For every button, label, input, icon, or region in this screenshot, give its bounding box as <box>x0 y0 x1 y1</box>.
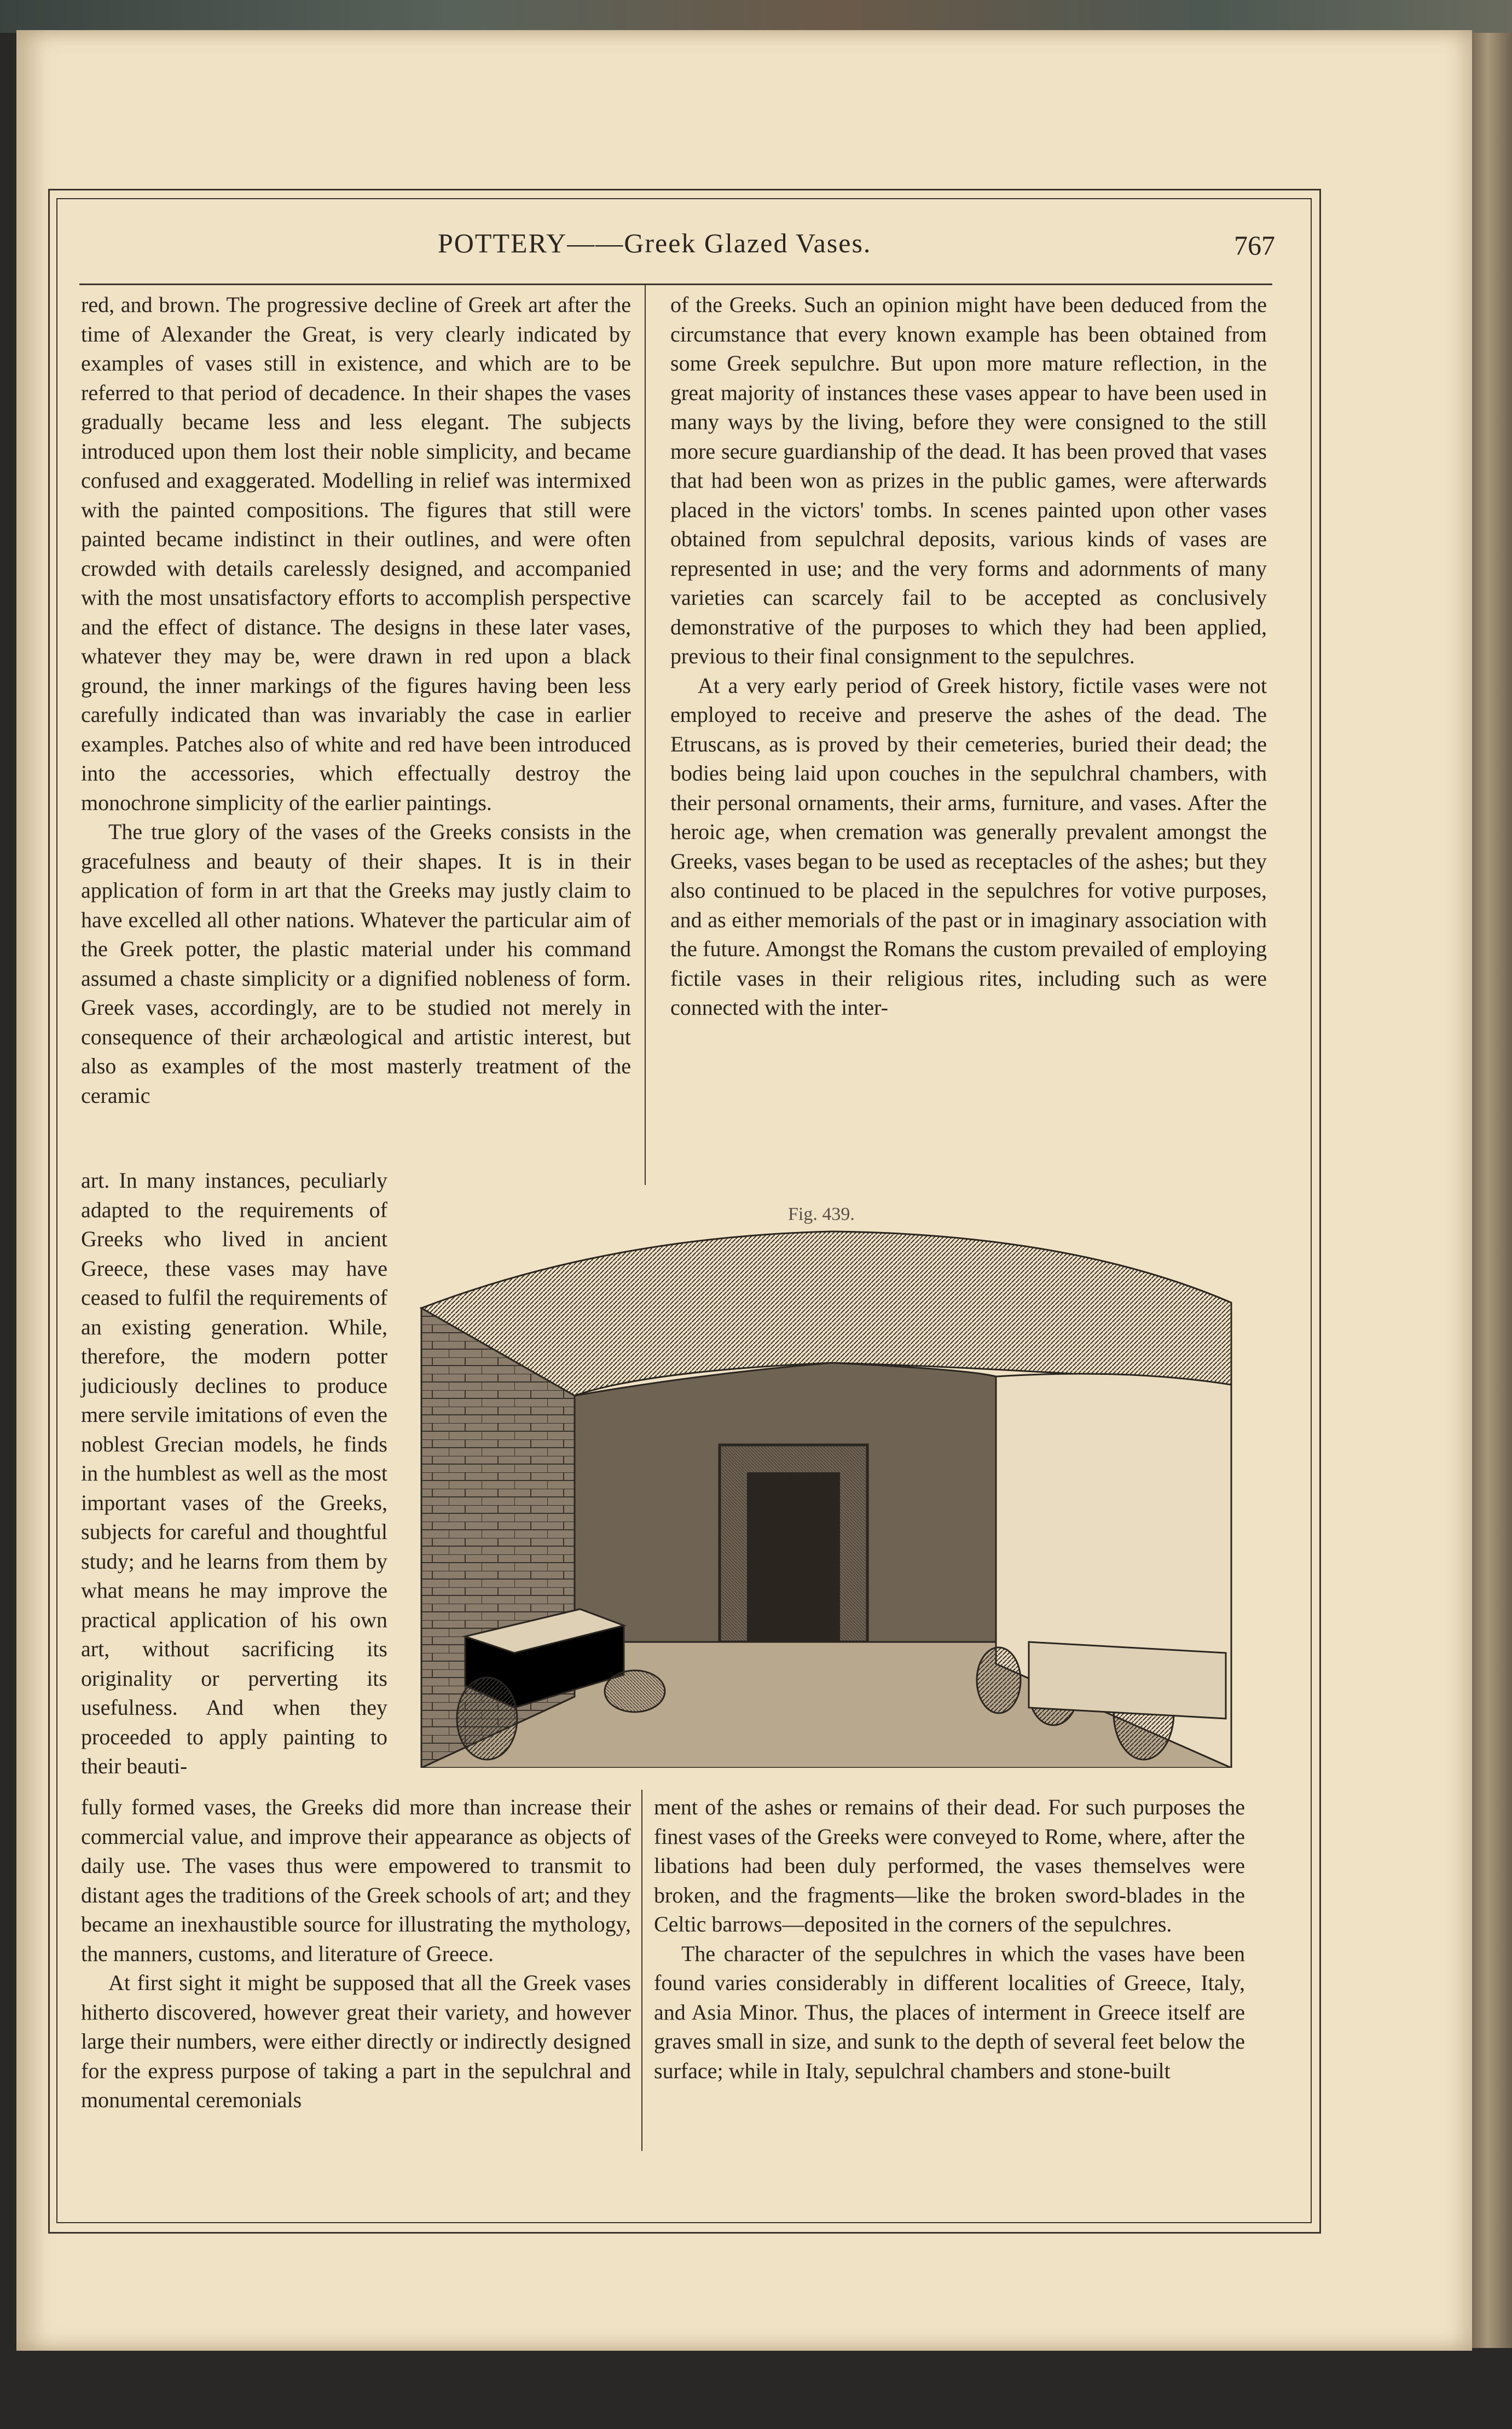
paragraph: ment of the ashes or remains of their dead. For such purposes the finest vases of the Greeks were conveyed to Rome, where, after the libations had been duly performed, the vases themselves were broken, and the fragments—like the broken sword-blades in the Celtic barrows—deposited in the corners of the sepulchres. <box>654 1795 1245 1936</box>
paragraph: of the Greeks. Such an opinion might have been deduced from the circumstance that every known example has been obtained from some Greek sepulchre. But upon more mature reflection, in the great majority of instances these vases appear to have been used in many ways by the living, before they were consigned to the still more secure guardianship of the dead. It has been proved that vases that had been won as prizes in the public games, were afterwards placed in the victors' tombs. In scenes painted upon other vases obtained from sepulchral deposits, various kinds of vases are represented in use; and the very forms and adornments of many varieties can scarcely fail to be accepted as conclusively demonstrative of the purposes to which they had been applied, previous to their final consignment to the sepulchres. <box>670 292 1267 668</box>
left-column-bottom <box>81 1792 631 2154</box>
figure-label: Fig. 439. <box>788 1204 855 1224</box>
paragraph: The true glory of the vases of the Greeks consists in the gracefulness and beauty of their shapes. It is in their application of form in art that the Greeks may justly claim to have excelled all other nations. Whatever the particular aim of the Greek potter, the plastic material under his command assumed a chaste simplicity or a dignified nobleness of form. Greek vases, accordingly, are to be studied not merely in consequence of their archæological and artistic interest, but also as examples of the most masterly treatment of the ceramic <box>81 819 631 1108</box>
left-column-narrow <box>81 1166 387 1795</box>
paragraph: At a very early period of Greek history, fictile vases were not employed to receive and preserve the ashes of the dead. The Etruscans, as is proved by their cemeteries, buried their dead; the bodies being laid upon couches in the sepulchral chambers, with their personal ornaments, their arms, furniture, and vases. After the heroic age, when cremation was generally prevalent amongst the Greeks, vases began to be used as receptacles of the ashes; but they also continued to be placed in the sepulchres for votive purposes, and as either memorials of the past or in imaginary association with the future. Amongst the Romans the custom prevailed of employing fictile vases in their religious rites, including such as were connected with the inter- <box>670 673 1267 1020</box>
vase-left <box>457 1678 517 1760</box>
running-header <box>66 222 1286 265</box>
running-title: POTTERY——Greek Glazed Vases. <box>438 228 872 258</box>
left-column-top <box>81 290 631 1188</box>
column-rule-bottom <box>641 1790 642 2151</box>
right-column-bottom <box>654 1792 1245 2154</box>
paragraph: red, and brown. The progressive decline of Greek art after the time of Alexander the Great, is very clearly indicated by examples of vases still in existence, and which are to be referred to that period of decadence. In their shapes the vases gradually became less and less elegant. The subjects introduced upon them lost their noble simplicity, and became confused and exaggerated. Modelling in relief was intermixed with the painted compositions. The figures that still were painted became indistinct in their outlines, and were often crowded with details carelessly designed, and accompanied with the most unsatisfactory efforts to accomplish perspective and the effect of distance. The designs in these later vases, whatever they may be, were drawn in red upon a black ground, the inner markings of the figures having been less carefully indicated than was invariably the case in earlier examples. Patches also of white and red have been introduced into the accessories, which effectually destroy the monochrone simplicity of the earlier paintings. <box>81 292 631 815</box>
page-edges <box>1472 33 1512 2348</box>
paragraph: fully formed vases, the Greeks did more than increase their commercial value, and improve their appearance as objects of daily use. The vases thus were empowered to transmit to distant ages the traditions of the Greek schools of art; and they became an inexhaustible source for illustrating the mythology, the manners, customs, and literature of Greece. <box>81 1795 631 1966</box>
doorway-opening <box>747 1472 840 1642</box>
paragraph: The character of the sepulchres in which the vases have been found varies considerably in different localities of Greece, Italy, and Asia Minor. Thus, the places of interment in Greece itself are graves small in size, and sunk to the depth of several feet below the surface; while in Italy, sepulchral chambers and stone-built <box>654 1941 1245 2083</box>
paragraph: At first sight it might be supposed that all the Greek vases hitherto discovered, however great their variety, and however large their numbers, were either directly or indirectly designed for the express purpose of taking a part in the sepulchral and monumental ceremonials <box>81 1970 631 2112</box>
book-cover-edge <box>0 0 1512 33</box>
tomb-chamber-engraving <box>416 1226 1237 1768</box>
right-couch <box>1029 1642 1226 1719</box>
vase-small <box>605 1670 665 1712</box>
page-number: 767 <box>1234 230 1275 261</box>
column-rule-top <box>645 285 646 1185</box>
vase-right-1 <box>977 1647 1021 1713</box>
paragraph: art. In many instances, peculiarly adapted to the requirements of Greeks who lived in ancient Greece, these vases may have ceased to fulfil the requirements of an existing generation. While, therefore, the modern potter judiciously declines to produce mere servile imitations of even the noblest Grecian models, he finds in the humblest as well as the most important vases of the Greeks, subjects for careful and thoughtful study; and he learns from them by what means he may improve the practical application of his own art, without sacrificing its originality or perverting its usefulness. And when they proceeded to apply painting to their beauti- <box>81 1168 387 1778</box>
right-column-top <box>670 290 1267 1193</box>
header-rule <box>79 284 1272 285</box>
